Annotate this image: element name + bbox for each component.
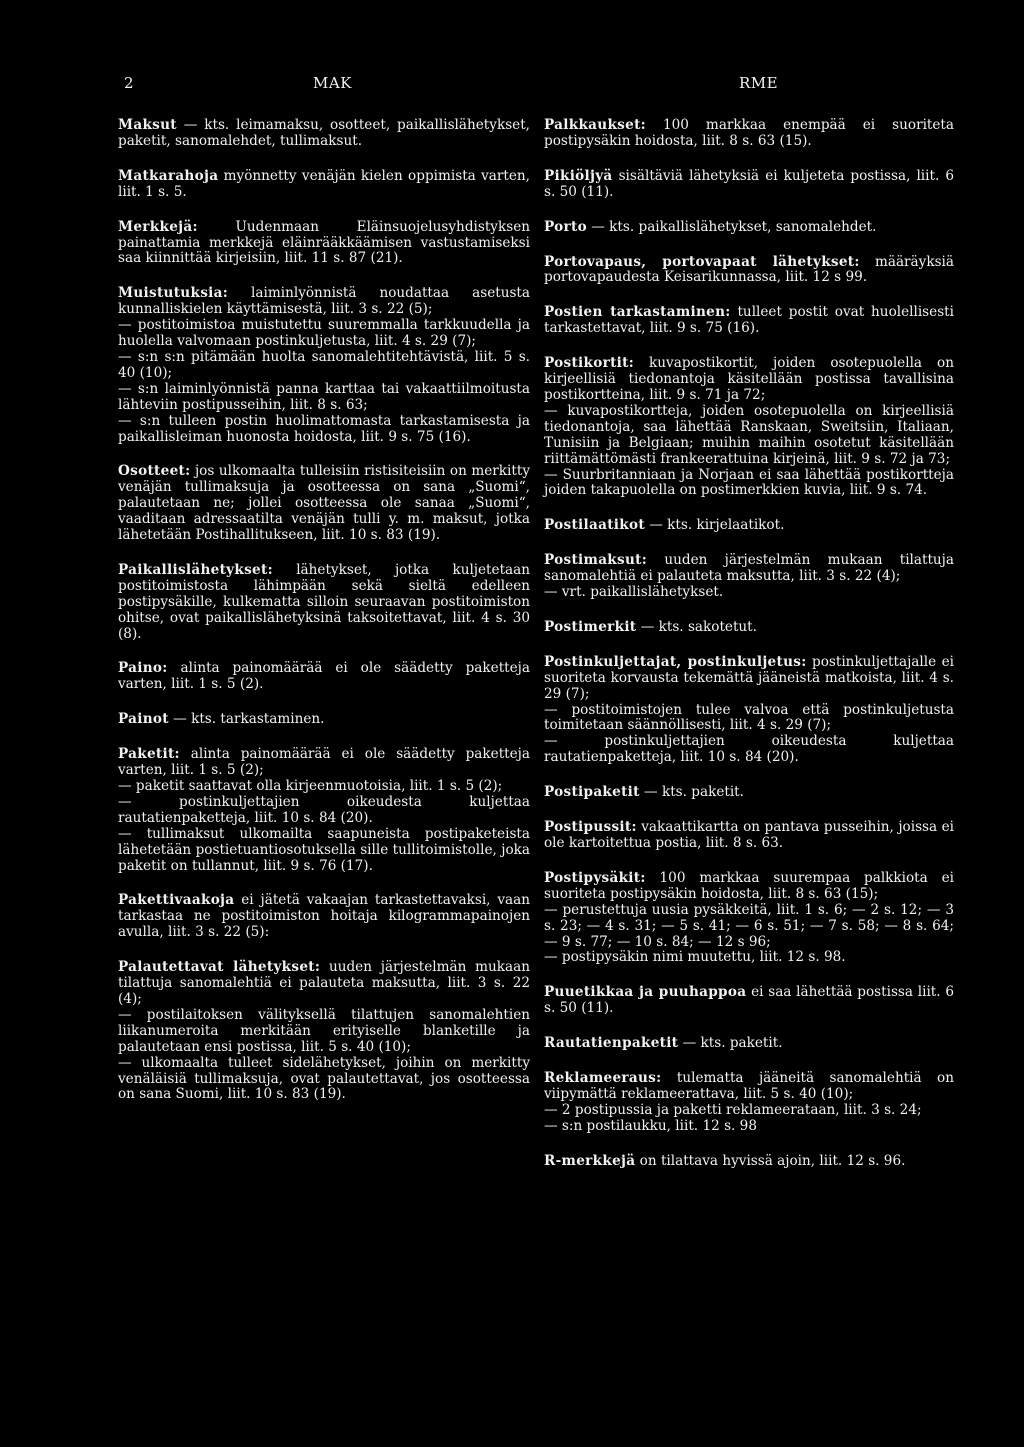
index-entry (118, 286, 530, 445)
entry-subentry: — postinkuljettajien oikeudesta kuljettaa rautatienpaketteja, liit. 10 s. 84 (20). (544, 733, 954, 766)
entry-text: 100 markkaa enempää ei suoriteta postipysäkin hoidosta, liit. 8 s. 63 (15). (544, 117, 954, 149)
entry-main (118, 893, 530, 941)
index-entry (118, 118, 530, 150)
entry-term: Paikallislähetykset: (118, 561, 273, 578)
index-entry (118, 712, 530, 728)
entry-main (118, 712, 530, 728)
entry-main (118, 118, 530, 150)
entry-main (118, 747, 530, 779)
index-entry (544, 1154, 954, 1170)
right-guide-word: RME (739, 74, 779, 92)
index-entry (118, 169, 530, 201)
index-entry (544, 118, 954, 150)
index-entry (118, 960, 530, 1103)
entry-main (118, 286, 530, 318)
entry-term: Postipussit: (544, 819, 637, 836)
entry-main (118, 220, 530, 268)
index-entry (544, 169, 954, 201)
entry-subentry: — postitoimistoa muistutettu suuremmalla tarkkuudella ja huolella valvomaan postinkuljetusta, liit. 4 s. 29 (7); (118, 317, 530, 350)
entry-term: Puuetikkaa ja puuhappoa (544, 984, 747, 1001)
entry-text: — kts. tarkastaminen. (168, 711, 325, 728)
index-entry (544, 655, 954, 766)
entry-text: — kts. paketit. (678, 1035, 783, 1052)
index-entry (544, 1036, 954, 1052)
entry-main (544, 985, 954, 1017)
entry-subentry: — postipysäkin nimi muutettu, liit. 12 s. 98. (544, 949, 846, 966)
entry-main (544, 305, 954, 337)
entry-main (544, 118, 954, 150)
entry-text: — kts. kirjelaatikot. (644, 517, 785, 534)
entry-subentry: — s:n tulleen postin huolimattomasta tarkastamisesta ja paikallisleiman huonosta hoidosta, liit. 9 s. 75 (16). (118, 412, 530, 445)
entry-text: myönnetty venäjän kielen oppimista varten, liit. 1 s. 5. (118, 167, 530, 200)
entry-main (544, 255, 954, 287)
index-entry (544, 871, 954, 966)
entry-main (544, 1071, 954, 1103)
entry-subentry: — kuvapostikortteja, joiden osotepuolella on kirjeellisiä tiedonantoja, saa lähettää Ranskaan, Sweitsiin, Italiaan, Tunisiin ja Belgiaan; muihin maihin osotetut käsitellään riittämättömästi frankeerattuina kirjeinä, liit. 9 s. 72 ja 73; (544, 402, 954, 467)
entry-term: Postipaketit (544, 784, 640, 801)
entry-subentry: — tullimaksut ulkomailta saapuneista postipaketeista lähetetään postietuantiosotuksella sille tullitoimistolle, joka paketit on tullannut, liit. 9 s. 76 (17). (118, 825, 530, 874)
index-entry (118, 464, 530, 544)
entry-main (544, 820, 954, 852)
index-entry (544, 620, 954, 636)
index-entry (118, 563, 530, 643)
entry-main (118, 661, 530, 693)
entry-main (118, 464, 530, 544)
entry-main (118, 563, 530, 643)
entry-term: Osotteet: (118, 463, 191, 480)
entry-term: Painot (118, 711, 169, 728)
entry-term: Matkarahoja (118, 167, 219, 184)
running-header (0, 74, 1024, 98)
entry-term: Postien tarkastaminen: (544, 304, 731, 321)
entry-main (544, 655, 954, 703)
entry-main (544, 518, 954, 534)
entry-term: R-merkkejä (544, 1152, 636, 1169)
entry-subentry: — vrt. paikallislähetykset. (544, 584, 724, 601)
left-column (118, 118, 530, 1122)
entry-subentry: — postilaitoksen välityksellä tilattujen sanomalehtien liikanumeroita merkitään erityiselle blanketille ja palautetaan ensi postissa, liit. 5 s. 40 (10); (118, 1006, 530, 1055)
entry-text: Uudenmaan Eläinsuojelusyhdistyksen painattamia merkkejä eläinrääkkäämisen vastustamiseksi saa kiinnittää kirjeisiin, liit. 11 s. 87 (21). (118, 218, 530, 267)
entry-text: sisältäviä lähetyksiä ei kuljeteta postissa, liit. 6 s. 50 (11). (544, 167, 954, 200)
entry-subentry: — postitoimistojen tulee valvoa että postinkuljetusta toimitetaan säännöllisesti, liit. 4 s. 29 (7); (544, 701, 954, 734)
index-entry (544, 305, 954, 337)
entry-subentry: — s:n laiminlyönnistä panna karttaa tai vakaattiilmoitusta lähteviin postipusseihin, liit. 8 s. 63; (118, 380, 530, 413)
entry-subentry: — postinkuljettajien oikeudesta kuljettaa rautatienpaketteja, liit. 10 s. 84 (20). (118, 793, 530, 826)
index-entry (544, 356, 954, 499)
entry-term: Paino: (118, 660, 168, 677)
entry-text: alinta painomäärää ei ole säädetty paketteja varten, liit. 1 s. 5 (2); (118, 746, 530, 779)
entry-text: ei jätetä vakaajan tarkastettavaksi, vaan tarkastaa ne postitoimiston hoitaja kilogrammapainojen avulla, liit. 3 s. 22 (5): (118, 892, 530, 941)
entry-term: Postinkuljettajat, postinkuljetus: (544, 653, 807, 670)
entry-text: 100 markkaa suurempaa palkkiota ei suoriteta postipysäkin hoidosta, liit. 8 s. 63 (15); (544, 869, 954, 902)
entry-main (544, 1036, 954, 1052)
entry-term: Reklameeraus: (544, 1070, 662, 1087)
index-entry (118, 747, 530, 874)
entry-text: postinkuljettajalle ei suoriteta korvausta tekemättä jääneistä matkoista, liit. 4 s. 29 (7); (544, 653, 954, 702)
entry-subentry: — Suurbritanniaan ja Norjaan ei saa lähettää postikortteja joiden takapuolella on postimerkkien kuvia, liit. 9 s. 74. (544, 466, 954, 499)
entry-subentry: — perustettuja uusia pysäkkeitä, liit. 1 s. 6; — 2 s. 12; — 3 s. 23; — 4 s. 31; — 5 s. 41; — 6 s. 51; — 7 s. 58; — 8 s. 64; — 9 s. 77; — 10 s. 84; — 12 s 96; (544, 901, 954, 950)
left-guide-word: MAK (313, 74, 352, 92)
entry-text: on tilattava hyvissä ajoin, liit. 12 s. 96. (635, 1152, 906, 1169)
entry-subentry: — 2 postipussia ja paketti reklameerataan, liit. 3 s. 24; (544, 1101, 922, 1118)
entry-term: Postimerkit (544, 618, 637, 635)
entry-text: vakaattikartta on pantava pusseihin, joissa ei ole kartoitettua postia, liit. 8 s. 63. (544, 819, 954, 851)
entry-text: ei saa lähettää postissa liit. 6 s. 50 (11). (544, 984, 954, 1017)
index-entry (544, 255, 954, 287)
entry-term: Merkkejä: (118, 218, 198, 235)
entry-subentry: — s:n postilaukku, liit. 12 s. 98 (544, 1117, 757, 1134)
index-entry (118, 220, 530, 268)
entry-main (544, 169, 954, 201)
entry-text: — kts. paketit. (639, 784, 744, 801)
entry-term: Pikiöljyä (544, 167, 613, 184)
entry-term: Postilaatikot (544, 517, 645, 534)
entry-main (544, 356, 954, 404)
entry-term: Palkkaukset: (544, 117, 646, 133)
index-entry (544, 553, 954, 601)
entry-term: Porto (544, 218, 587, 235)
index-entry (544, 220, 954, 236)
entry-text: jos ulkomaalta tulleisiin ristisiteisiin on merkitty venäjän tullimaksuja ja osotteessa on sana „Suomi“, palautetaan ne; jollei osotteessa ole sanaa „Suomi“, vaaditaan adressaatilta venäjän tulli y. m. maksut, jotka lähetetään Postihallitukseen, liit. 10 s. 83 (19). (118, 463, 530, 544)
entry-text: kuvapostikortit, joiden osotepuolella on kirjeellisiä tiedonantoja käsitellään postissa tavallisina postikortteina, liit. 9 s. 71 ja 72; (544, 355, 954, 403)
entry-main (544, 620, 954, 636)
entry-main (544, 220, 954, 236)
right-column (544, 118, 954, 1189)
index-entry (544, 1071, 954, 1135)
entry-subentry: — paketit saattavat olla kirjeenmuotoisia, liit. 1 s. 5 (2); (118, 778, 503, 794)
entry-main (544, 785, 954, 801)
entry-term: Postimaksut: (544, 552, 648, 569)
entry-term: Rautatienpaketit (544, 1035, 679, 1052)
entry-term: Paketit: (118, 746, 180, 763)
entry-term: Portovapaus, portovapaat lähetykset: (544, 253, 860, 270)
entry-text: laiminlyönnistä noudattaa asetusta kunnalliskielen käyttämisestä, liit. 3 s. 22 (5); (118, 285, 530, 318)
entry-term: Muistutuksia: (118, 285, 229, 302)
entry-main (118, 960, 530, 1008)
entry-text: — kts. sakotetut. (636, 618, 757, 635)
entry-term: Postipysäkit: (544, 869, 646, 886)
index-entry (544, 518, 954, 534)
entry-main (544, 1154, 954, 1170)
entry-text: — kts. leimamaksu, osotteet, paikallislähetykset, paketit, sanomalehdet, tullimaksut. (118, 117, 530, 149)
entry-term: Postikortit: (544, 355, 635, 372)
entry-text: uuden järjestelmän mukaan tilattuja sanomalehtiä ei palauteta maksutta, liit. 3 s. 22 (4); (118, 959, 531, 1007)
entry-subentry: — ulkomaalta tulleet sidelähetykset, joihin on merkitty venäläisiä tullimaksuja, ovat palautettavat, jos osotteessa on sana Suomi, liit. 10 s. 83 (19). (118, 1054, 530, 1103)
entry-text: lähetykset, jotka kuljetetaan postitoimistosta lähimpään sekä sieltä edelleen postipysäkille, kulkematta silloin seuraavan postitoimiston ohitse, ovat paikallislähetyksinä taksoitettavat, liit. 4 s. 30 (8). (118, 561, 530, 642)
entry-term: Maksut (118, 117, 177, 133)
entry-text: — kts. paikallislähetykset, sanomalehdet. (586, 218, 877, 235)
entry-text: määräyksiä portovapaudesta Keisarikunnassa, liit. 12 s 99. (544, 253, 955, 286)
entry-term: Palautettavat lähetykset: (118, 959, 321, 976)
entry-main (118, 169, 530, 201)
index-entry (544, 785, 954, 801)
entry-main (544, 871, 954, 903)
entry-subentry: — s:n s:n pitämään huolta sanomalehtitehtävistä, liit. 5 s. 40 (10); (118, 348, 530, 381)
entry-text: tulleet postit ovat huolellisesti tarkastettavat, liit. 9 s. 75 (16). (544, 304, 954, 337)
page-number: 2 (124, 74, 135, 92)
index-entry (118, 893, 530, 941)
entry-text: tulematta jääneitä sanomalehtiä on viipymättä reklameerattava, liit. 5 s. 40 (10); (544, 1070, 954, 1102)
entry-main (544, 553, 954, 585)
entry-text: alinta painomäärää ei ole säädetty paketteja varten, liit. 1 s. 5 (2). (118, 660, 530, 693)
index-entry (544, 820, 954, 852)
index-entry (118, 661, 530, 693)
index-entry (544, 985, 954, 1017)
entry-text: uuden järjestelmän mukaan tilattuja sanomalehtiä ei palauteta maksutta, liit. 3 s. 22 (4); (544, 552, 954, 585)
entry-term: Pakettivaakoja (118, 892, 235, 909)
